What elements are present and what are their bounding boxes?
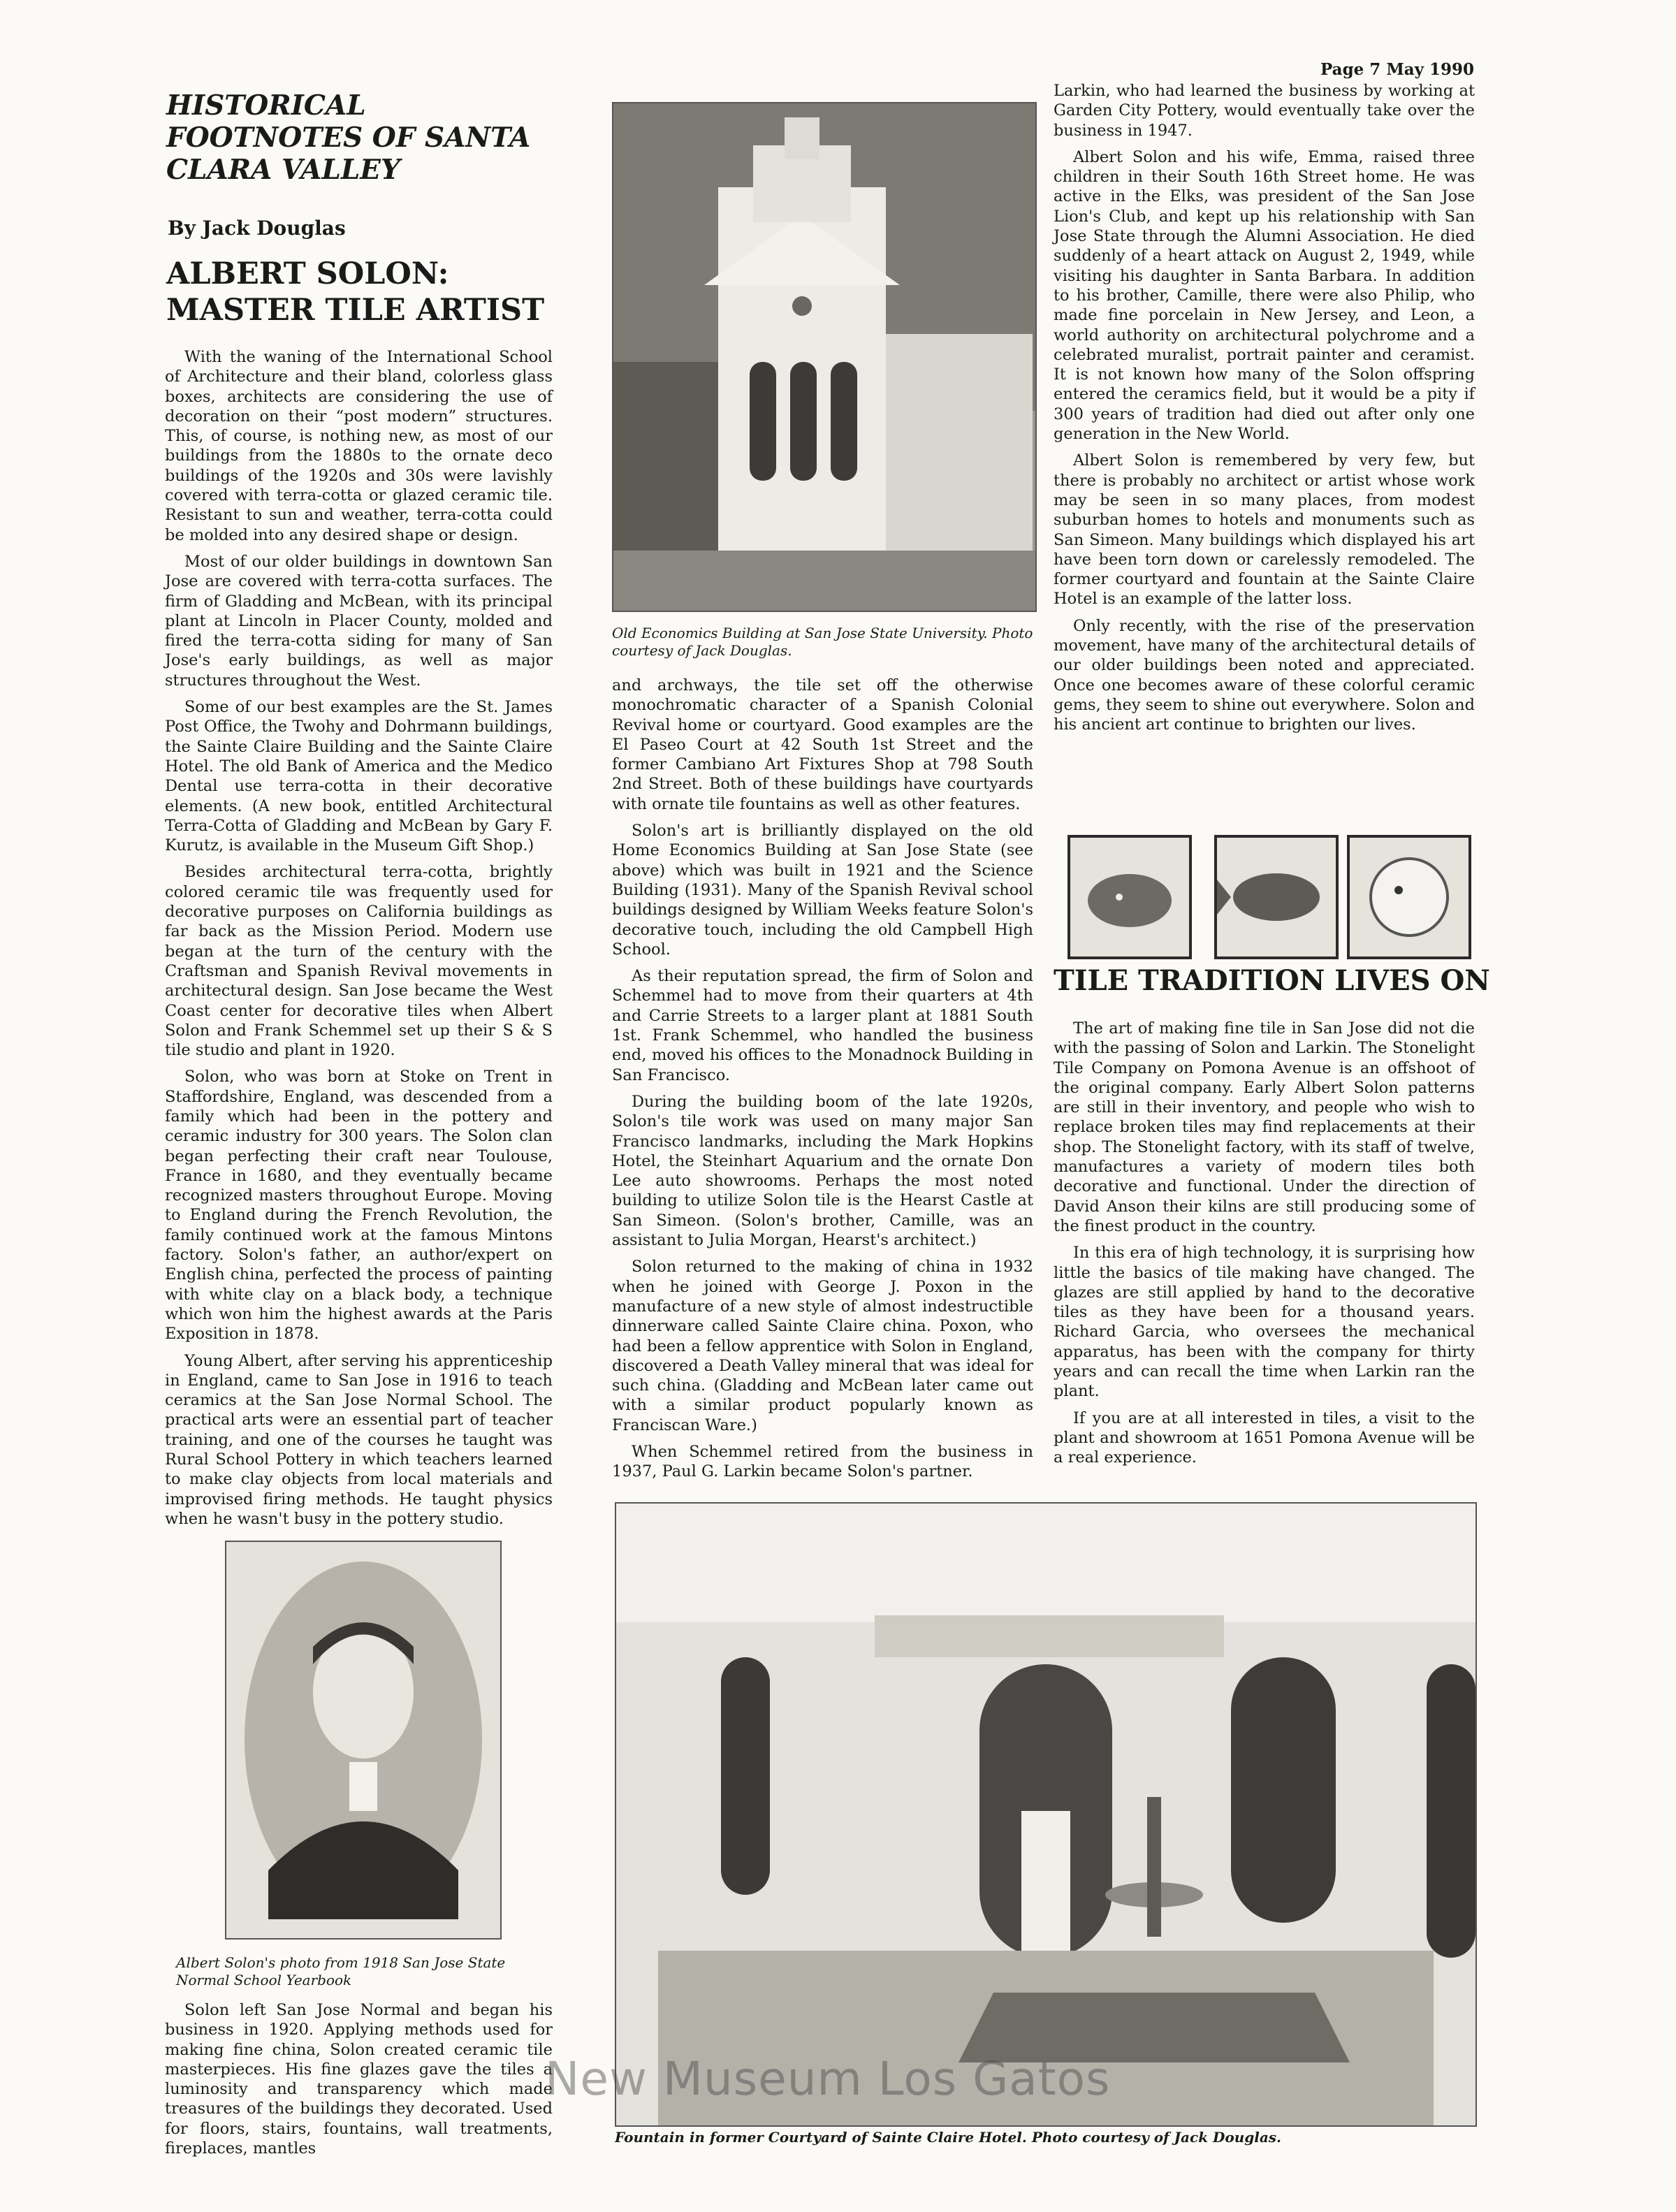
- watermark: New Museum Los Gatos: [545, 2052, 1111, 2106]
- paragraph: Most of our older buildings in downtown San Jose are covered with terra-cotta surfaces. The firm of Gladding and McBean, with its principal plant at Lincoln in Placer County, molded and fired the terra-cotta siding for many of San Jose's early buildings, as well as major structures throughout the West.: [165, 552, 553, 690]
- tile-image-fish-2: [1214, 835, 1339, 959]
- page-number: Page 7 May 1990: [1320, 60, 1475, 79]
- sidebar-headline: TILE TRADITION LIVES ON: [1054, 964, 1490, 997]
- paragraph: Albert Solon and his wife, Emma, raised three children in their South 16th Street home. He was active in the Elks, was president of the San Jose Lion's Club, and kept up his relationship with San Jose State through the Alumni Association. He died suddenly of a heart attack on August 2, 1949, while visiting his daughter in Santa Barbara. In addition to his brother, Camille, there were also Philip, who made fine porcelain in New Jersey, and Leon, a world authority on architectural polychrome and a celebrated muralist, portrait painter and ceramist. It is not known how many of the Solon offspring entered the ceramics field, but it would be a pity if 300 years of tradition had died out after only one generation in the New World.: [1054, 147, 1475, 444]
- courtyard-caption: Fountain in former Courtyard of Sainte Claire Hotel. Photo courtesy of Jack Douglas.: [615, 2129, 1282, 2146]
- column-1: [165, 347, 553, 1536]
- portrait-photo: [225, 1541, 502, 1940]
- article-headline: ALBERT SOLON: MASTER TILE ARTIST: [166, 256, 545, 328]
- tile-image-fish-3: [1347, 835, 1471, 959]
- column-3: [1054, 81, 1475, 742]
- paragraph: Some of our best examples are the St. James Post Office, the Twohy and Dohrmann buildings, the Sainte Claire Building and the Sainte Claire Hotel. The old Bank of America and the Medico Dental use terra-cotta in their decorative elements. (A new book, entitled Architectural Terra-Cotta of Gladding and McBean by Gary F. Kurutz, is available in the Museum Gift Shop.): [165, 698, 553, 855]
- paragraph: With the waning of the International School of Architecture and their bland, colorless glass boxes, architects are considering the use of decoration on their “post modern” structures. This, of course, is nothing new, as most of our buildings from the 1880s to the ornate deco buildings of the 1920s and 30s were lavishly covered with terra-cotta or glazed ceramic tile. Resistant to sun and weather, terra-cotta could be molded into any desired shape or design.: [165, 348, 553, 544]
- paragraph: and archways, the tile set off the otherwise monochromatic character of a Spanish Colonial Revival home or courtyard. Good examples are the El Paseo Court at 42 South 1st Street and the former Cambiano Art Fixtures Shop at 798 South 2nd Street. Both of these buildings have courtyards with ornate tile fountains as well as other features.: [612, 676, 1033, 813]
- tile-image-fish-1: [1067, 835, 1192, 959]
- section-title: HISTORICAL FOOTNOTES OF SANTA CLARA VALLEY: [166, 89, 531, 186]
- building-caption: Old Economics Building at San Jose State University. Photo courtesy of Jack Douglas.: [612, 625, 1033, 659]
- paragraph: Albert Solon is remembered by very few, but there is probably no architect or artist whose work may be seen in so many places, from modest suburban homes to hotels and monuments such as San Simeon. Many buildings which displayed his art have been torn down or carelessly remodeled. The former courtyard and fountain at the Sainte Claire Hotel is an example of the latter loss.: [1054, 451, 1475, 609]
- paragraph: Larkin, who had learned the business by working at Garden City Pottery, would eventually take over the business in 1947.: [1054, 82, 1475, 140]
- paragraph: Solon returned to the making of china in 1932 when he joined with George J. Poxon in the manufacture of a new style of almost indestructible dinnerware called Sainte Claire china. Poxon, who had been a fellow apprentice with Solon in England, discovered a Death Valley mineral that was ideal for such china. (Gladding and McBean later came out with a similar product popularly known as Franciscan Ware.): [612, 1258, 1033, 1434]
- courtyard-illustration: [616, 1504, 1475, 2125]
- paragraph: Solon's art is brilliantly displayed on the old Home Economics Building at San Jose State (see above) which was built in 1921 and the Science Building (1931). Many of the Spanish Revival school buildings designed by William Weeks feature Solon's decorative touch, including the old Campbell High School.: [612, 822, 1033, 959]
- building-photo: [612, 102, 1037, 612]
- column-3-sidebar: [1054, 1019, 1475, 1475]
- paragraph: The art of making fine tile in San Jose did not die with the passing of Solon and Larkin. The Stonelight Tile Company on Pomona Avenue is an offshoot of the original company. Early Albert Solon patterns are still in their inventory, and people who wish to replace broken tiles may find replacements at their shop. The Stonelight factory, with its staff of twelve, manufactures a variety of modern tiles both decorative and functional. Under the direction of David Anson their kilns are still producing some of the finest product in the country.: [1054, 1019, 1475, 1235]
- paragraph: When Schemmel retired from the business in 1937, Paul G. Larkin became Solon's partner.: [612, 1442, 1033, 1481]
- paragraph: During the building boom of the late 1920s, Solon's tile work was used on many major San Francisco landmarks, including the Mark Hopkins Hotel, the Steinhart Aquarium and the ornate Don Lee auto showrooms. Perhaps the most noted building to utilize Solon tile is the Hearst Castle at San Simeon. (Solon's brother, Camille, was an assistant to Julia Morgan, Hearst's architect.): [612, 1092, 1033, 1250]
- paragraph: Solon, who was born at Stoke on Trent in Staffordshire, England, was descended from a family which had been in the pottery and ceramic industry for 300 years. The Solon clan began perfecting their craft near Toulouse, France in 1680, and they eventually became recognized masters throughout Europe. Moving to England during the French Revolution, the family continued work at the famous Mintons factory. Solon's father, an author/expert on English china, perfected the process of painting with white clay on a black body, a technique which won him the highest awards at the Paris Exposition in 1878.: [165, 1068, 553, 1344]
- paragraph: Young Albert, after serving his apprenticeship in England, came to San Jose in 1916 to teach ceramics at the San Jose Normal School. The practical arts were an essential part of teacher training, and one of the courses he taught was Rural School Pottery in which teachers learned to make clay objects from local materials and improvised firing methods. He taught physics when he wasn't busy in the pottery studio.: [165, 1351, 553, 1528]
- paragraph: If you are at all interested in tiles, a visit to the plant and showroom at 1651 Pomona Avenue will be a real experience.: [1054, 1409, 1475, 1467]
- portrait-illustration: [226, 1542, 500, 1938]
- column-1-continued: [165, 2000, 553, 2165]
- column-2: [612, 676, 1033, 1489]
- paragraph: Only recently, with the rise of the preservation movement, have many of the architectural details of our older buildings been noted and appreciated. Once one becomes aware of these colorful ceramic gems, they seem to shine out everywhere. Solon and his ancient art continue to brighten our lives.: [1054, 616, 1475, 734]
- paragraph: As their reputation spread, the firm of Solon and Schemmel had to move from their quarters at 4th and Carrie Streets to a larger plant at 1881 South 1st. Frank Schemmel, who handled the business end, moved his offices to the Monadnock Building in San Francisco.: [612, 967, 1033, 1084]
- courtyard-photo: [615, 1502, 1477, 2127]
- paragraph: Solon left San Jose Normal and began his business in 1920. Applying methods used for making fine china, Solon created ceramic tile masterpieces. His fine glazes gave the tiles a luminosity and transparency which made treasures of the buildings they decorated. Used for floors, stairs, fountains, wall treatments, fireplaces, mantles: [165, 2001, 553, 2158]
- portrait-caption: Albert Solon's photo from 1918 San Jose State Normal School Yearbook: [176, 1954, 506, 1988]
- paragraph: In this era of high technology, it is surprising how little the basics of tile making have changed. The glazes are still applied by hand to the decorative tiles as they have been for a thousand years. Richard Garcia, who oversees the mechanical apparatus, has been with the company for thirty years and can recall the time when Larkin ran the plant.: [1054, 1244, 1475, 1401]
- paragraph: Besides architectural terra-cotta, brightly colored ceramic tile was frequently used for decorative purposes on California buildings as far back as the Mission Period. Modern use began at the turn of the century with the Craftsman and Spanish Revival movements in architectural design. San Jose became the West Coast center for decorative tiles when Albert Solon and Frank Schemmel set up their S & S tile studio and plant in 1920.: [165, 863, 553, 1060]
- byline: By Jack Douglas: [168, 217, 346, 240]
- building-illustration: [613, 103, 1035, 611]
